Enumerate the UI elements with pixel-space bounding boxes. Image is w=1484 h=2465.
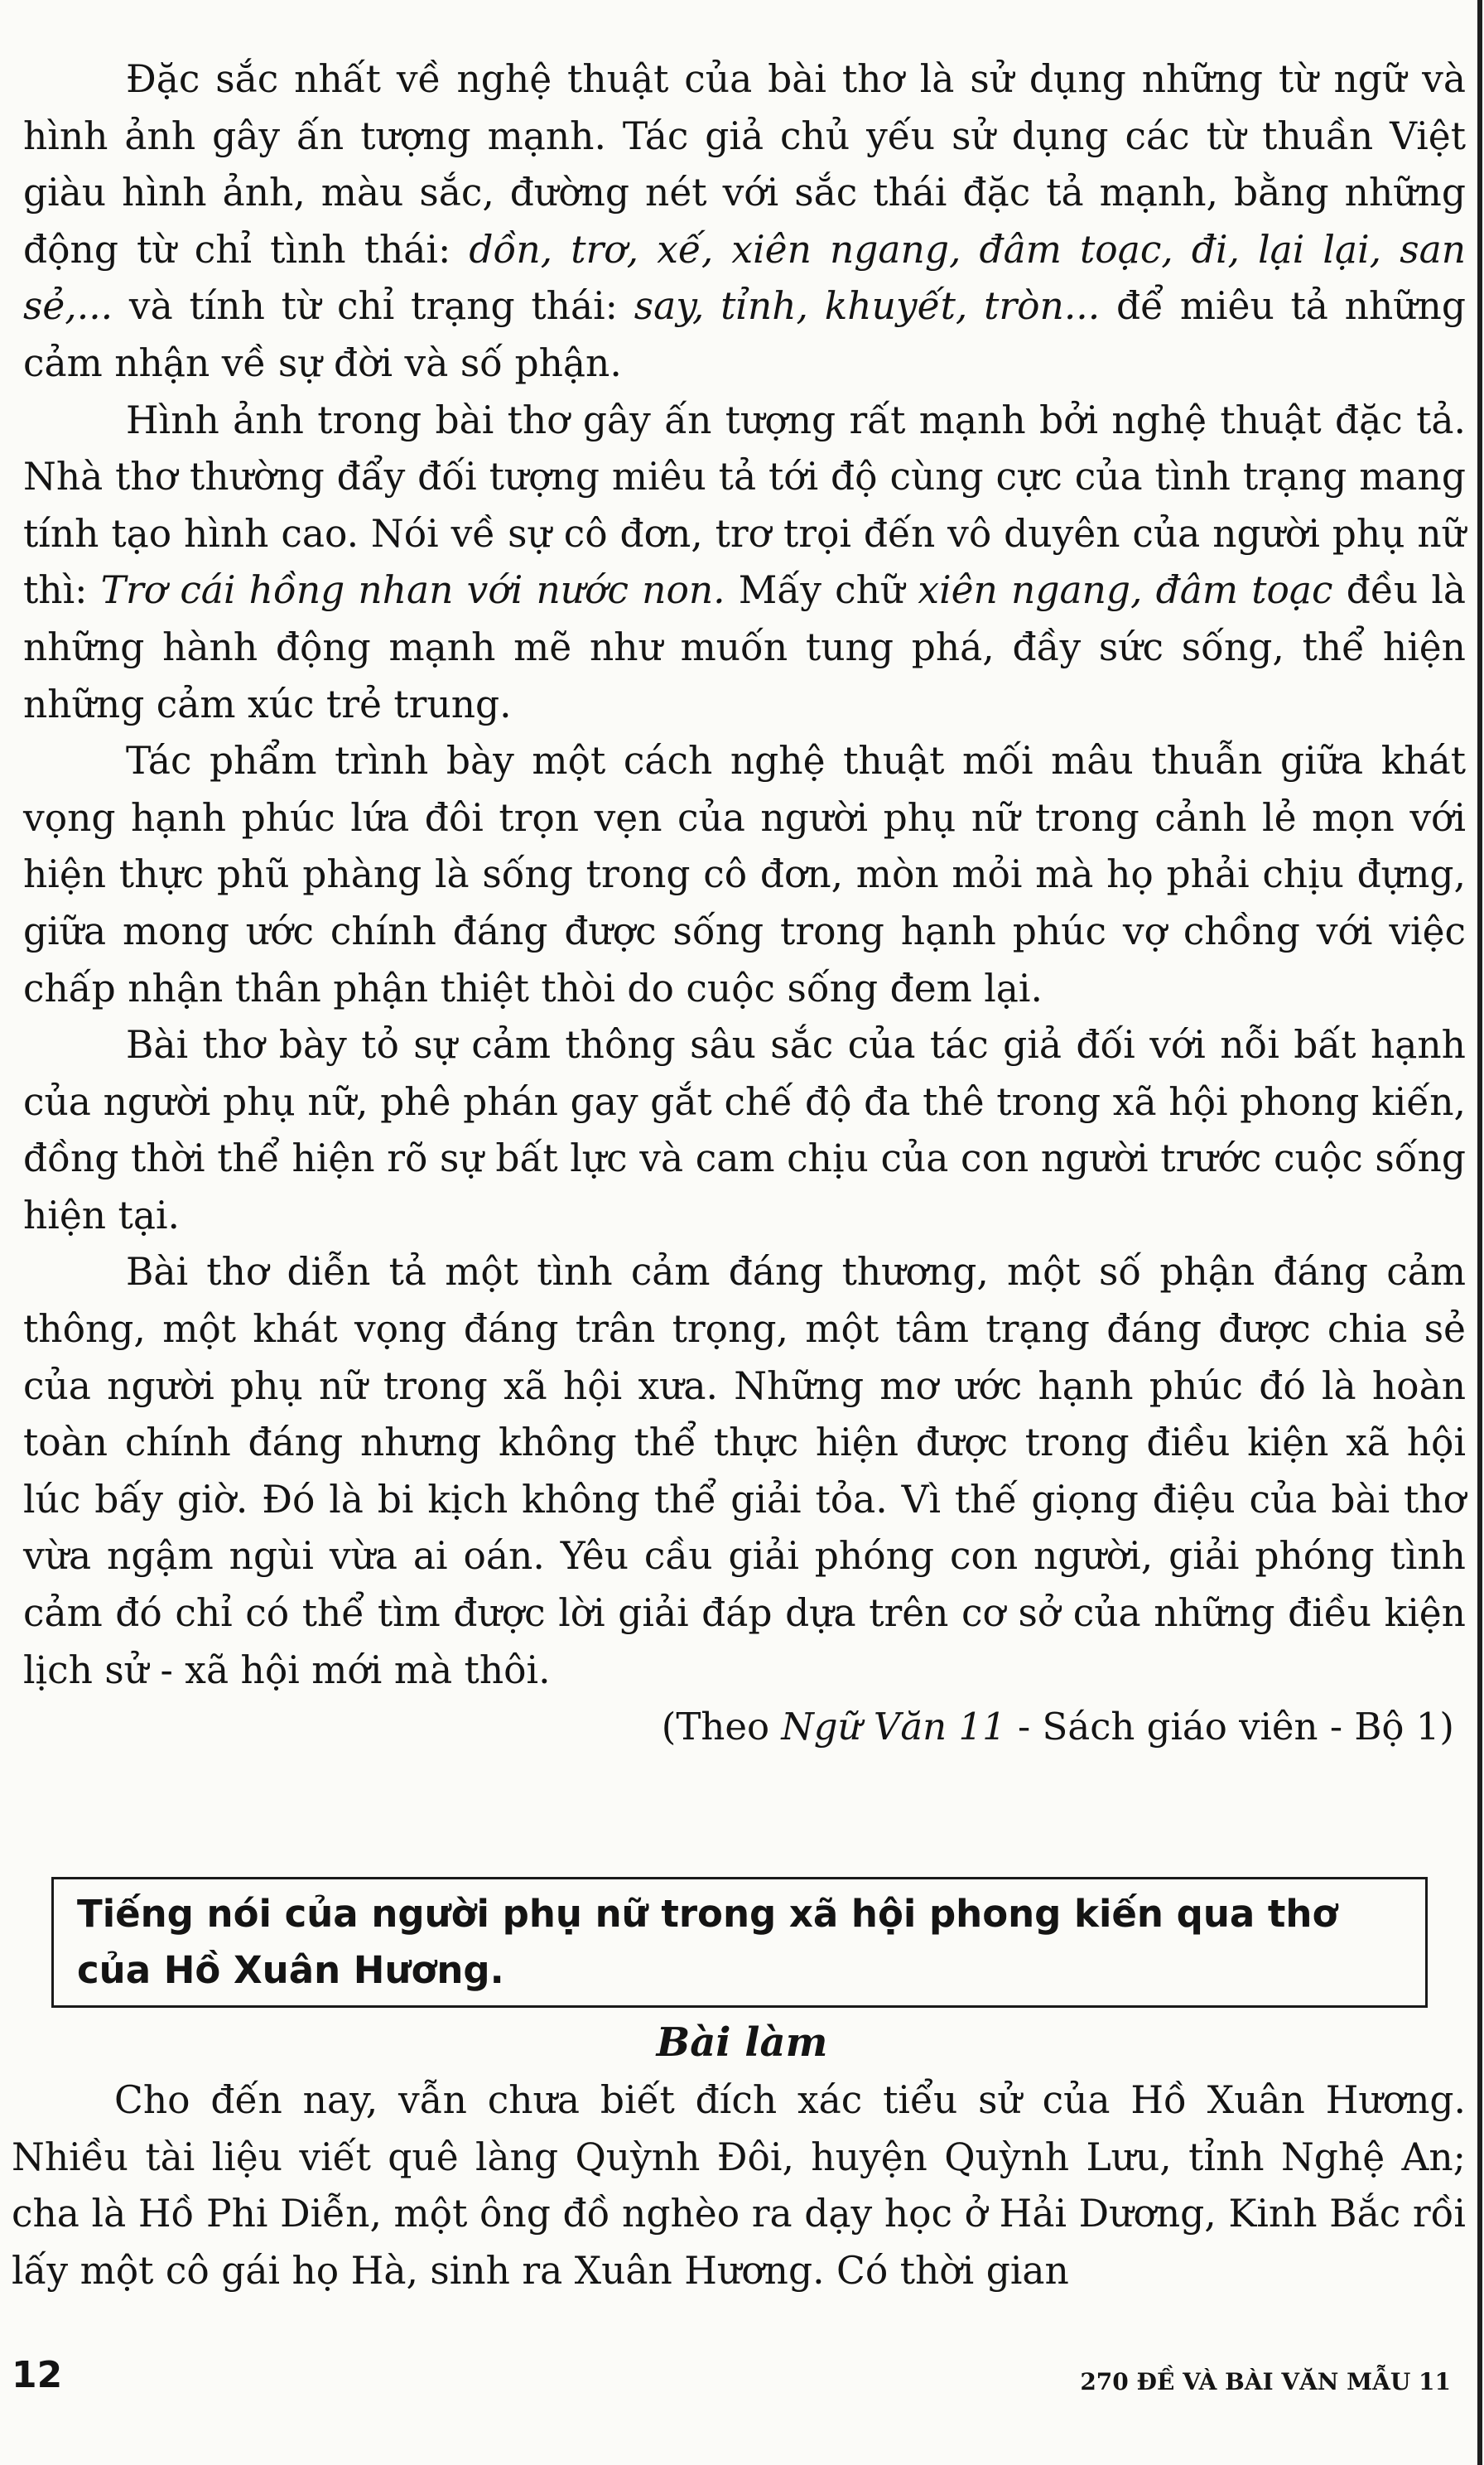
topic-box: Tiếng nói của người phụ nữ trong xã hội phong kiến qua thơ của Hồ Xuân Hương. xyxy=(51,1877,1428,2008)
page-number: 12 xyxy=(12,2354,63,2396)
source-citation xyxy=(23,1699,1466,1755)
text-run: Đặc sắc nhất về nghệ thuật của bài thơ là sử dụng những từ ngữ và hình ảnh gây ấn tượng mạnh. Tác giả chủ yếu sử dụng các từ thuần Việt giàu hình ảnh, màu sắc, đường nét với sắc thái đặc tả mạnh, bằng những động từ chỉ tình thái: xyxy=(23,57,1466,272)
paragraph xyxy=(23,1017,1466,1244)
source-book: Ngữ Văn 11 xyxy=(781,1705,1006,1749)
text-run: và tính từ chỉ trạng thái: xyxy=(113,284,634,329)
text-run: Mấy chữ xyxy=(725,568,918,613)
text-run: đều là những hành động mạnh mẽ như muốn tung phá, đầy sức sống, thể hiện những cảm xúc trẻ trung. xyxy=(23,568,1467,726)
text-run: Tác phẩm trình bày một cách nghệ thuật mối mâu thuẫn giữa khát vọng hạnh phúc lứa đôi trọn vẹn của người phụ nữ trong cảnh lẻ mọn với hiện thực phũ phàng là sống trong cô đơn, mòn mỏi mà họ phải chịu đựng, giữa mong ước chính đáng được sống trong hạnh phúc vợ chồng với việc chấp nhận thân phận thiệt thòi do cuộc sống đem lại. xyxy=(23,739,1466,1011)
source-suffix: - Sách giáo viên - Bộ 1) xyxy=(1005,1705,1454,1749)
text-run: Bài thơ bày tỏ sự cảm thông sâu sắc của tác giả đối với nỗi bất hạnh của người phụ nữ, phê phán gay gắt chế độ đa thê trong xã hội phong kiến, đồng thời thể hiện rõ sự bất lực và cam chịu của con người trước cuộc sống hiện tại. xyxy=(23,1023,1466,1237)
text-run: để miêu tả những cảm nhận về sự đời và số phận. xyxy=(23,284,1466,385)
text-run: Hình ảnh trong bài thơ gây ấn tượng rất mạnh bởi nghệ thuật đặc tả. Nhà thơ thường đẩy đối tượng miêu tả tới độ cùng cực của tình trạng mang tính tạo hình cao. Nói về sự cô đơn, trơ trọi đến vô duyên của người phụ nữ thì: xyxy=(23,398,1466,613)
paragraph xyxy=(23,1244,1466,1699)
footer-book-title: 270 ĐỀ VÀ BÀI VĂN MẪU 11 xyxy=(1080,2368,1451,2395)
page-edge-shadow xyxy=(1477,0,1482,2465)
body-text xyxy=(23,51,1466,1755)
bai-lam-heading: Bài làm xyxy=(656,2019,828,2066)
text-run: Bài thơ diễn tả một tình cảm đáng thương, một số phận đáng cảm thông, một khát vọng đáng trân trọng, một tâm trạng đáng được chia sẻ của người phụ nữ trong xã hội xưa. Những mơ ước hạnh phúc đó là hoàn toàn chính đáng nhưng không thể thực hiện được trong điều kiện xã hội lúc bấy giờ. Đó là bi kịch không thể giải tỏa. Vì thế giọng điệu của bài thơ vừa ngậm ngùi vừa ai oán. Yêu cầu giải phóng con người, giải phóng tình cảm đó chỉ có thể tìm được lời giải đáp dựa trên cơ sở của những điều kiện lịch sử - xã hội mới mà thôi. xyxy=(23,1250,1466,1692)
source-prefix: (Theo xyxy=(661,1705,782,1749)
italic-text: Trơ cái hồng nhan với nước non. xyxy=(100,568,725,613)
paragraph xyxy=(23,393,1466,734)
italic-text: xiên ngang, đâm toạc xyxy=(918,568,1333,613)
paragraph xyxy=(23,51,1466,393)
italic-text: dồn, trơ, xế, xiên ngang, đâm toạc, đi, lại lại, san sẻ,... xyxy=(23,227,1466,329)
italic-text: say, tỉnh, khuyết, tròn... xyxy=(634,284,1101,329)
paragraph xyxy=(12,2072,1466,2299)
paragraph xyxy=(23,733,1466,1017)
text-run: Cho đến nay, vẫn chưa biết đích xác tiểu sử của Hồ Xuân Hương. Nhiều tài liệu viết quê làng Quỳnh Đôi, huyện Quỳnh Lưu, tỉnh Nghệ An; cha là Hồ Phi Diễn, một ông đồ nghèo ra dạy học ở Hải Dương, Kinh Bắc rồi lấy một cô gái họ Hà, sinh ra Xuân Hương. Có thời gian xyxy=(12,2078,1466,2293)
essay-text xyxy=(12,2072,1466,2299)
